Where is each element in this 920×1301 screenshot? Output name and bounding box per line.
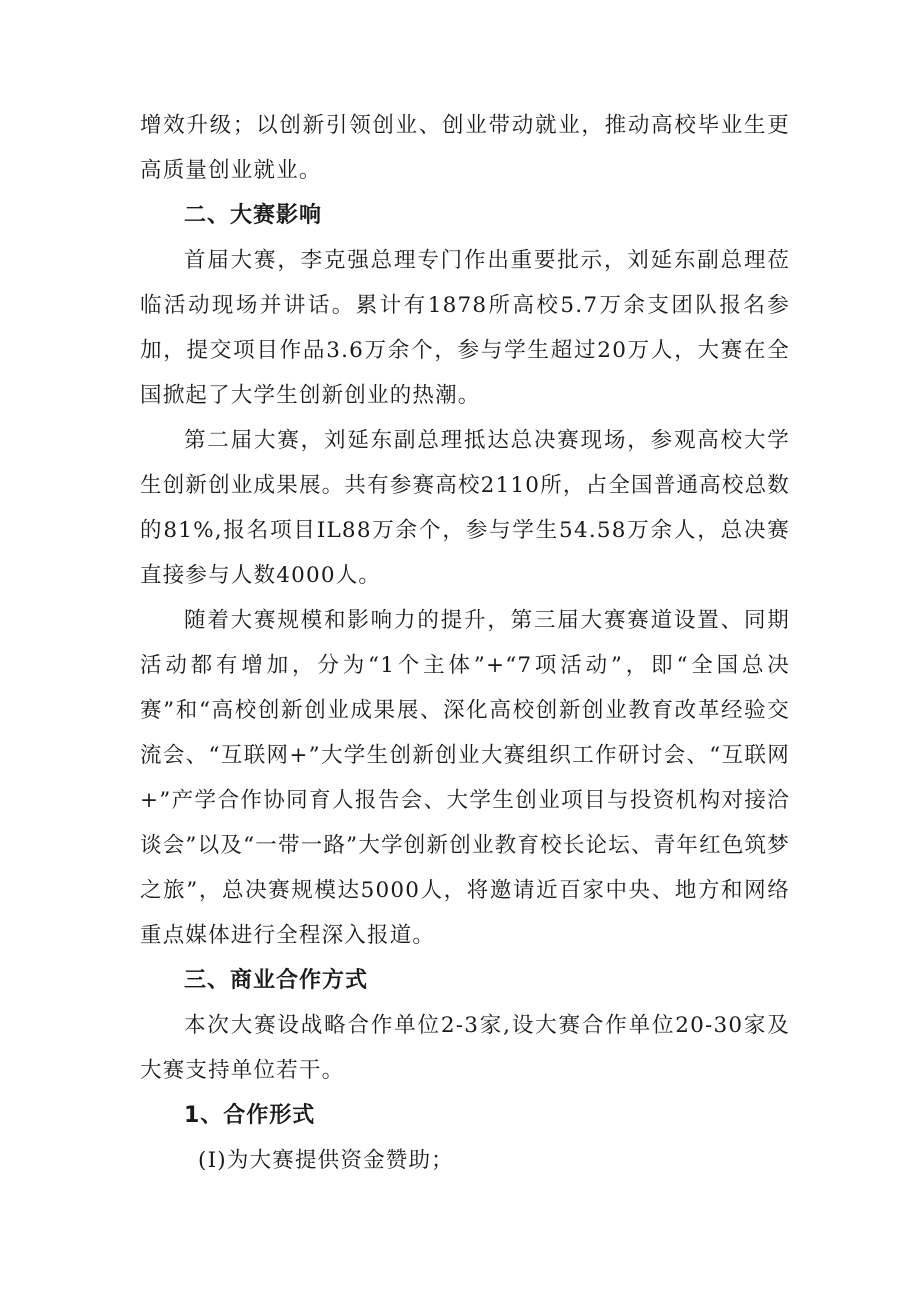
paragraph-partner-units: 本次大赛设战略合作单位2-3家,设大赛合作单位20-30家及大赛支持单位若干。 <box>140 1013 790 1083</box>
paragraph-continuation: 增效升级；以创新引领创业、创业带动就业，推动高校毕业生更高质量创业就业。 <box>140 113 790 183</box>
section-heading-cooperation: 三、商业合作方式 <box>184 968 369 993</box>
subsection-heading-forms: 1、合作形式 <box>184 1103 316 1128</box>
paragraph-first-competition: 首届大赛，李克强总理专门作出重要批示，刘延东副总理莅临活动现场并讲话。累计有1878所高校5.7万余支团队报名参加，提交项目作品3.6万余个，参与学生超过20万人，大赛在全国掀起了大学生创新创业的热潮。 <box>140 248 790 408</box>
document-body <box>140 103 790 1183</box>
section-heading-impact: 二、大赛影响 <box>184 203 323 228</box>
list-item-funding: (I)为大赛提供资金赞助； <box>198 1148 454 1173</box>
paragraph-second-competition: 第二届大赛，刘延东副总理抵达总决赛现场，参观高校大学生创新创业成果展。共有参赛高校2110所，占全国普通高校总数的81%,报名项目IL88万余个，参与学生54.58万余人，总决赛直接参与人数4000人。 <box>140 428 790 588</box>
paragraph-third-competition: 随着大赛规模和影响力的提升，第三届大赛赛道设置、同期活动都有增加，分为“1个主体”+“7项活动”，即“全国总决赛”和“高校创新创业成果展、深化高校创新创业教育改革经验交流会、“互联网+”大学生创新创业大赛组织工作研讨会、“互联网+”产学合作协同育人报告会、大学生创业项目与投资机构对接洽谈会”以及“一带一路”大学创新创业教育校长论坛、青年红色筑梦之旅”，总决赛规模达5000人，将邀请近百家中央、地方和网络重点媒体进行全程深入报道。 <box>140 608 790 948</box>
